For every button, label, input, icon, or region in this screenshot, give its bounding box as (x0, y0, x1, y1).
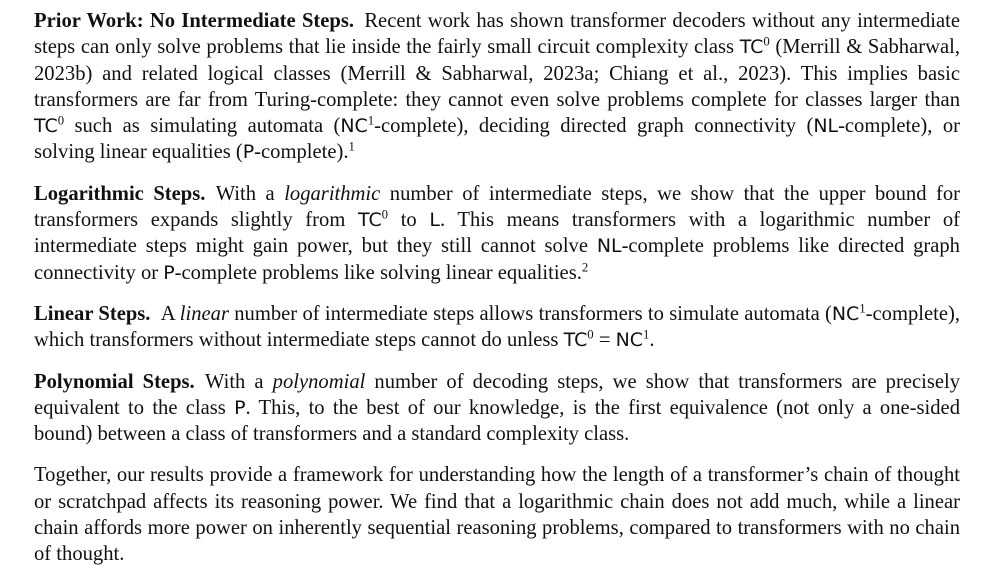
emphasis: logarithmic (284, 182, 381, 205)
paragraph-logarithmic-steps (34, 181, 960, 286)
superscript: 0 (381, 207, 389, 222)
complexity-class: P (163, 261, 175, 284)
text-run: -complete problems like directed graph connectivity or (34, 235, 960, 284)
text-run: With a (215, 182, 285, 205)
superscript: 2 (581, 260, 589, 275)
text-run: With a (205, 370, 273, 393)
complexity-class: NC (340, 115, 368, 138)
text-run: . This, to the best of our knowledge, is the first equivalence (not only a one-sided bound) between a class of transformers and a standard complexity class. (34, 396, 960, 446)
complexity-class: NL (596, 235, 622, 258)
text-run: Recent work has shown transformer decoders without any intermediate steps can only solve problems that lie inside the fairly small circuit complexity class (34, 10, 960, 59)
paragraph-prior-work (34, 8, 960, 166)
paragraph-lead: Polynomial Steps. (34, 370, 195, 393)
text-run: Together, our results provide a framework for understanding how the length of a transformer’s chain of thought or scratchpad affects its reasoning power. We find that a logarithmic chain does not add much, while a linear chain affords more power on inherently sequential reasoning problems, compared to transformers with no chain of thought. (34, 464, 960, 566)
emphasis: polynomial (272, 370, 366, 393)
text-run: -complete), which transformers without intermediate steps cannot do unless (34, 302, 960, 352)
complexity-class: NC (615, 329, 643, 352)
text-run: -complete). (254, 141, 349, 164)
complexity-class: P (234, 396, 246, 419)
complexity-class: P (242, 141, 255, 164)
paragraph-lead: Logarithmic Steps. (34, 182, 206, 205)
text-run: -complete), deciding directed graph connectivity ( (374, 115, 814, 138)
text-run: = (593, 329, 616, 352)
paragraph-polynomial-steps (34, 369, 960, 448)
superscript: 1 (367, 113, 375, 128)
text-run: A (160, 302, 180, 325)
paragraph-summary (34, 462, 960, 567)
superscript: 1 (348, 139, 355, 154)
complexity-class: L (429, 209, 440, 232)
text-run: . This means transformers with a logarithmic number of intermediate steps might gain power, but they still cannot solve (34, 209, 960, 258)
complexity-class: NL (813, 115, 839, 138)
text-run: number of decoding steps, we show that transformers are precisely equivalent to the class (34, 370, 960, 419)
paper-body (34, 8, 960, 568)
superscript: 0 (57, 113, 65, 128)
text-run: to (388, 209, 430, 232)
superscript: 1 (859, 301, 866, 316)
superscript: 0 (587, 327, 594, 342)
text-run: such as simulating automata ( (64, 115, 341, 138)
text-run: number of intermediate steps, we show that the upper bound for transformers expands slightly from (34, 182, 960, 232)
paragraph-lead: Linear Steps. (34, 302, 151, 325)
complexity-class: TC (34, 115, 58, 138)
text-run: (Merrill & Sabharwal, 2023b) and related logical classes (Merrill & Sabharwal, 2023a; Chiang et al., 2023). This implies basic transformers are far from Turing-complete: they cannot even solve problems complete for classes larger than (34, 36, 960, 111)
emphasis: linear (179, 302, 229, 325)
text-run: -complete), or solving linear equalities ( (34, 115, 960, 164)
complexity-class: TC (739, 36, 764, 59)
complexity-class: TC (563, 329, 588, 352)
text-run: . (649, 329, 655, 352)
text-run: number of intermediate steps allows transformers to simulate automata ( (228, 302, 832, 325)
superscript: 1 (643, 327, 650, 342)
paragraph-linear-steps (34, 301, 960, 354)
paragraph-lead: Prior Work: No Intermediate Steps. (34, 10, 355, 32)
superscript: 0 (763, 34, 770, 49)
complexity-class: NC (831, 302, 860, 325)
complexity-class: TC (357, 209, 382, 232)
text-run: -complete problems like solving linear equalities. (174, 261, 582, 284)
